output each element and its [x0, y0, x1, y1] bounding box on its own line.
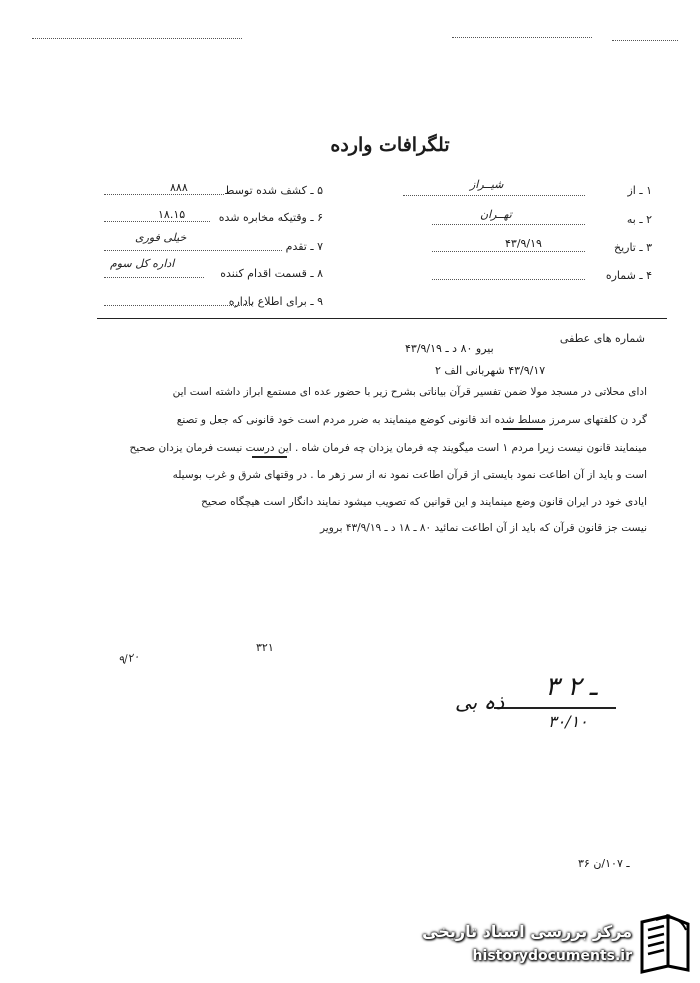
- number-label: ۴ ـ شماره: [605, 269, 652, 282]
- number-dotline: [432, 279, 585, 280]
- date-value: ۴۳/۹/۱۹: [505, 237, 542, 250]
- time-label: ۶ ـ وقتیکه مخابره شده: [218, 211, 323, 224]
- to-dotline: [432, 224, 585, 225]
- book-icon: [638, 914, 692, 974]
- action-dotline: [104, 277, 204, 278]
- signature-top: ۳ ـ ۲: [545, 672, 598, 702]
- top-scan-line: [32, 38, 242, 39]
- signature-left: ذہ بی: [455, 690, 505, 714]
- action-value: اداره کل سوم: [110, 257, 175, 270]
- signature-line: [494, 707, 616, 709]
- signature-bottom: ۳۰/۱۰: [548, 712, 588, 731]
- info-dotline: [104, 305, 252, 306]
- from-value: شیــراز: [470, 178, 504, 191]
- body-line-5: ایادی خود در ایران قانون وضع مینمایند و این قوانین که تصویب میشود نمایند دانگار است هیچگاه صحیح: [201, 496, 647, 508]
- from-label: ۱ ـ از: [627, 184, 652, 197]
- date-dotline: [432, 251, 585, 252]
- small-note: ۹/۲۰: [116, 649, 141, 668]
- body-line-1: ادای محلاتی در مسجد مولا ضمن تفسیر قرآن بیاناتی بشرح زیر با حضور عده ای مستمع ابراز داشته است این: [172, 386, 647, 398]
- decoded-by-value: ۸۸۸: [170, 181, 188, 194]
- archive-url: historydocuments.ir: [472, 948, 632, 964]
- submit-label: ۷ ـ تقدم: [285, 240, 323, 253]
- body-line-3: مینمایند قانون نیست زیرا مردم ۱ است میگویند چه فرمان یزدان چه فرمان شاه . این درست نیست فرمان یزدان صحیح: [129, 442, 647, 454]
- top-scan-line-right: [452, 37, 592, 38]
- info-label: ۹ ـ برای اطلاع باداره: [228, 295, 323, 308]
- archive-name: مرکز بررسی اسناد تاریخی: [422, 922, 632, 941]
- document-title: تلگرافات وارده: [330, 134, 450, 156]
- archive-watermark: [412, 914, 692, 976]
- from-dotline: [403, 195, 585, 196]
- top-scan-line-far-right: [612, 40, 678, 41]
- ref-line-2: ۴۳/۹/۱۷ شهربانی الف ۲: [435, 364, 546, 377]
- document-code: ۳۶ ـ ۱۰۷/ن: [578, 857, 630, 870]
- header-separator: [97, 318, 667, 319]
- submit-dotline: [104, 250, 282, 251]
- ref-line-1: بیرو ۸۰ د ـ ۴۳/۹/۱۹: [405, 342, 494, 355]
- time-value: ۱۸.۱۵: [158, 208, 186, 221]
- body-line-2: گرد ن کلفتهای سرمرز مسلط شده اند قانونی کوضع مینمایند به ضرر مردم است خود قانونی که جعل و تصنع: [176, 414, 647, 426]
- decoded-by-dotline: [104, 194, 224, 195]
- page-number: ۳۲۱: [256, 641, 274, 654]
- ref-label: شماره های عطفی: [559, 332, 645, 345]
- to-value: تهــران: [480, 208, 512, 221]
- date-label: ۳ ـ تاریخ: [613, 241, 652, 254]
- time-dotline: [104, 221, 210, 222]
- decoded-by-label: ۵ ـ کشف شده توسط: [224, 184, 323, 197]
- action-label: ۸ ـ قسمت اقدام کننده: [220, 267, 323, 280]
- underline-mark-2: [252, 456, 287, 458]
- body-line-6: نیست جز قانون قرآن که باید از آن اطاعت نمائید ۸۰ ـ ۱۸ د ـ ۴۳/۹/۱۹ برویر: [319, 522, 647, 534]
- body-line-4: است و باید از آن اطاعت نمود بایستی از قرآن اطاعت نمود نه از سر زهر ما . در وقتهای شرق و غرب بوسیله: [172, 469, 647, 481]
- submit-value: خیلی فوری: [135, 231, 187, 244]
- to-label: ۲ ـ به: [626, 213, 652, 226]
- underline-mark: [503, 428, 543, 430]
